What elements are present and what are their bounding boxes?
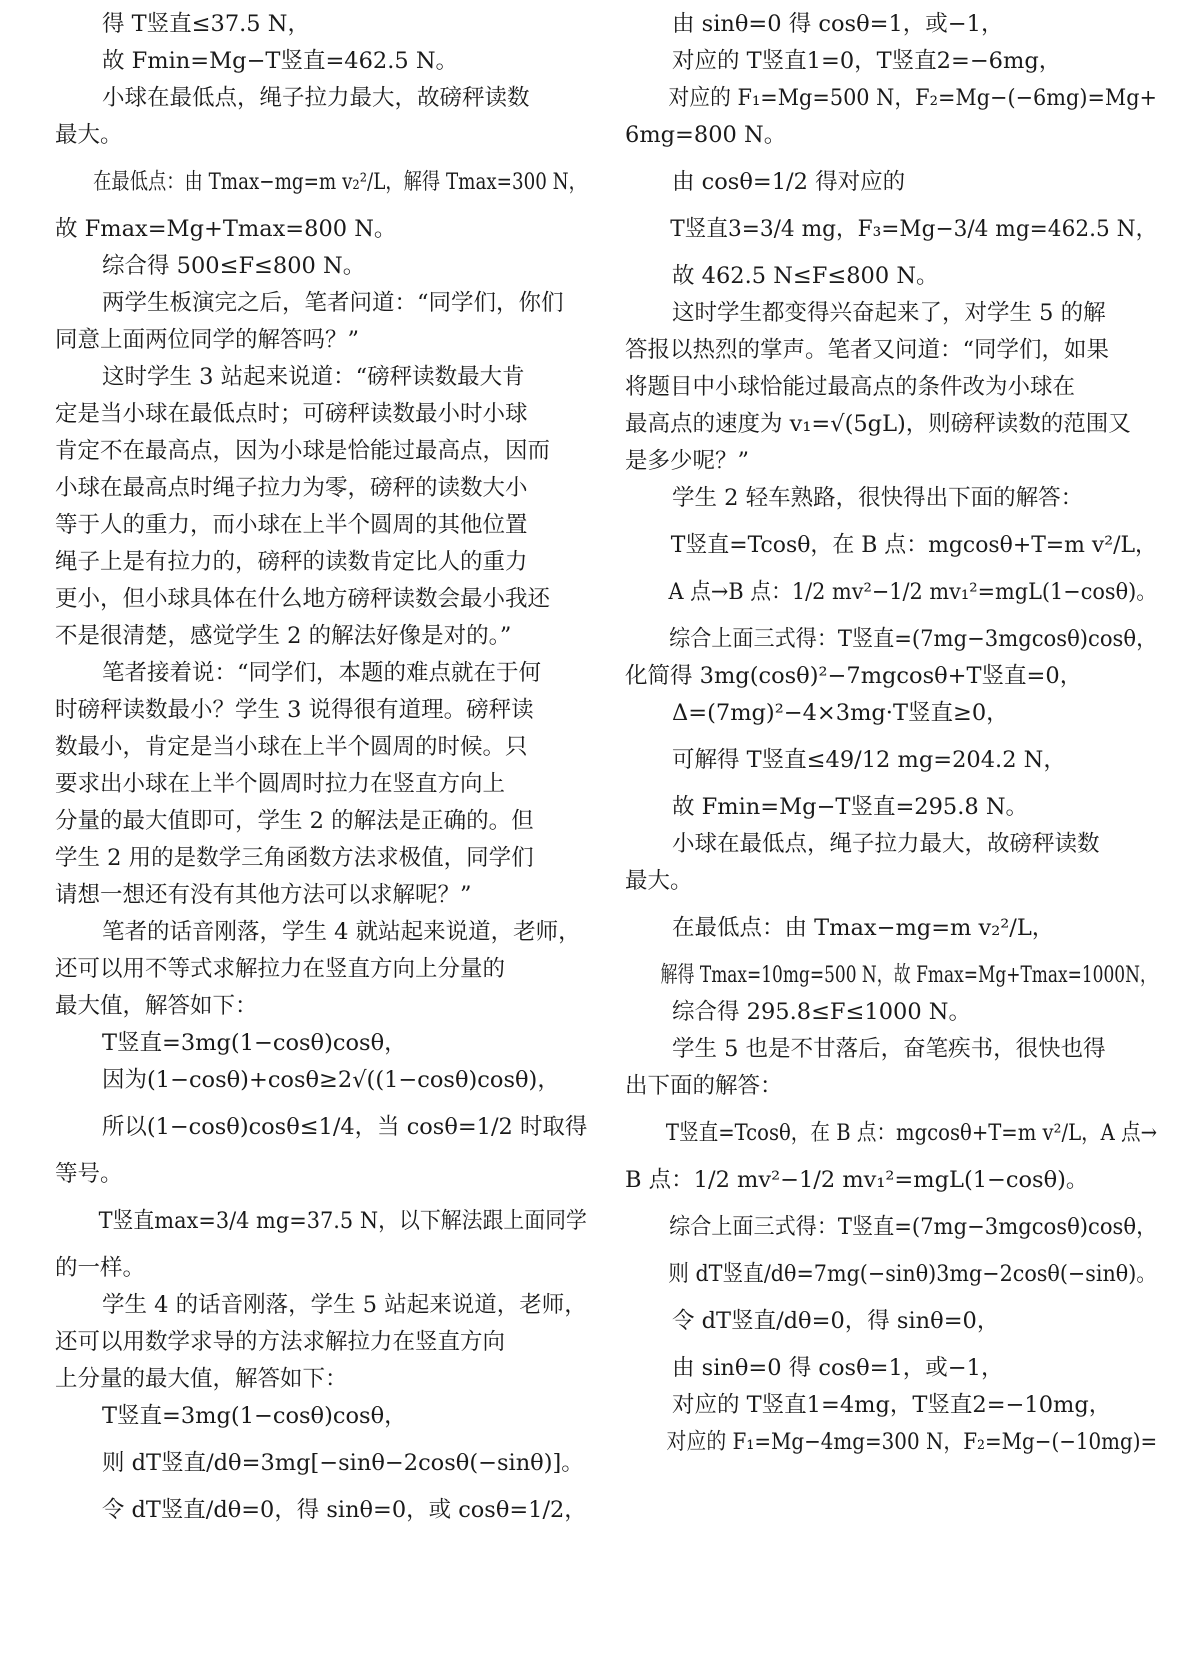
text-line: 分量的最大值即可，学生 2 的解法是正确的。但 [55, 808, 534, 834]
text-line: 出下面的解答： [625, 1073, 783, 1099]
text-line: 解得 Tmax=10mg=500 N，故 Fmax=Mg+Tmax=1000N， [660, 962, 1157, 988]
text-line: 小球在最高点时绳子拉力为零，磅秤的读数大小 [55, 475, 528, 501]
text-line: 要求出小球在上半个圆周时拉力在竖直方向上 [55, 771, 506, 797]
text-line: 笔者接着说：“同学们，本题的难点就在于何 [102, 660, 542, 686]
text-line: 定是当小球在最低点时；可磅秤读数最小时小球 [55, 401, 528, 427]
text-line: 由 sinθ=0 得 cosθ=1，或−1， [672, 11, 1004, 37]
text-line: 请想一想还有没有其他方法可以求解呢？” [55, 882, 472, 908]
text-line: 将题目中小球恰能过最高点的条件改为小球在 [625, 374, 1076, 400]
text-line: 最大。 [55, 122, 123, 148]
text-line: 学生 5 也是不甘落后，奋笔疾书，很快也得 [672, 1036, 1106, 1062]
text-line: T竖直=Tcosθ，在 B 点：mgcosθ+T=m v²/L， [670, 532, 1157, 558]
text-line: 则 dT竖直/dθ=3mg[−sinθ−2cosθ(−sinθ)]。 [102, 1450, 584, 1476]
text-line: 这时学生 3 站起来说道：“磅秤读数最大肯 [102, 364, 525, 390]
text-line: 最大。 [625, 868, 693, 894]
text-line: 学生 2 轻车熟路，很快得出下面的解答： [672, 485, 1084, 511]
text-line: 时磅秤读数最小？学生 3 说得很有道理。磅秤读 [55, 697, 534, 723]
text-line: 在最低点：由 Tmax−mg=m v₂²/L， [672, 915, 1055, 941]
text-line: 这时学生都变得兴奋起来了，对学生 5 的解 [672, 300, 1106, 326]
text-line: 还可以用不等式求解拉力在竖直方向上分量的 [55, 956, 506, 982]
text-line: 令 dT竖直/dθ=0，得 sinθ=0， [672, 1308, 1000, 1334]
text-line: 肯定不在最高点，因为小球是恰能过最高点，因而 [55, 438, 551, 464]
text-line: 令 dT竖直/dθ=0，得 sinθ=0，或 cosθ=1/2， [101, 1497, 587, 1523]
text-line: 还可以用数学求导的方法求解拉力在竖直方向 [55, 1329, 506, 1355]
text-line: 数最小，肯定是当小球在上半个圆周的时候。只 [55, 734, 528, 760]
text-line: 两学生板演完之后，笔者问道：“同学们，你们 [102, 290, 564, 316]
text-line: 由 cosθ=1/2 得对应的 [672, 169, 906, 195]
text-line: Δ=(7mg)²−4×3mg·T竖直≥0， [672, 700, 1009, 726]
text-line: B 点：1/2 mv²−1/2 mv₁²=mgL(1−cosθ)。 [625, 1167, 1089, 1193]
text-line: 最高点的速度为 v₁=√(5gL)，则磅秤读数的范围又 [625, 411, 1131, 437]
text-line: 因为(1−cosθ)+cosθ≥2√((1−cosθ)cosθ)， [102, 1067, 560, 1093]
text-line: 更小，但小球具体在什么地方磅秤读数会最小我还 [55, 586, 551, 612]
text-line: 故 Fmin=Mg−T竖直=462.5 N。 [102, 48, 459, 74]
text-line: 综合上面三式得：T竖直=(7mg−3mgcosθ)cosθ， [669, 626, 1158, 652]
text-line: 综合得 295.8≤F≤1000 N。 [672, 999, 971, 1025]
text-line: 学生 4 的话音刚落，学生 5 站起来说道，老师， [102, 1292, 587, 1318]
text-line: 故 Fmin=Mg−T竖直=295.8 N。 [672, 794, 1029, 820]
text-line: 绳子上是有拉力的，磅秤的读数肯定比人的重力 [55, 549, 528, 575]
left-column [55, 6, 587, 1539]
text-line: 学生 2 用的是数学三角函数方法求极值，同学们 [55, 845, 534, 871]
text-line: 故 Fmax=Mg+Tmax=800 N。 [55, 216, 397, 242]
text-line: 对应的 F₁=Mg−4mg=300 N，F₂=Mg−(−10mg)= [666, 1429, 1158, 1455]
right-column [625, 6, 1157, 1461]
text-line: 对应的 T竖直1=4mg，T竖直2=−10mg， [672, 1392, 1112, 1418]
text-line: 笔者的话音刚落，学生 4 就站起来说道，老师， [102, 919, 581, 945]
text-line: 在最低点：由 Tmax−mg=m v₂²/L，解得 Tmax=300 N， [93, 169, 587, 195]
text-line: 是多少呢？” [625, 448, 750, 474]
text-line: T竖直max=3/4 mg=37.5 N，以下解法跟上面同学 [98, 1208, 587, 1234]
text-line: 化简得 3mg(cosθ)²−7mgcosθ+T竖直=0， [625, 663, 1083, 689]
text-line: 所以(1−cosθ)cosθ≤1/4，当 cosθ=1/2 时取得 [101, 1114, 588, 1140]
text-line: 故 462.5 N≤F≤800 N。 [672, 263, 939, 289]
text-line: 得 T竖直≤37.5 N， [102, 11, 310, 37]
text-line: 6mg=800 N。 [625, 122, 787, 148]
text-line: T竖直3=3/4 mg，F₃=Mg−3/4 mg=462.5 N， [670, 216, 1158, 242]
text-line: 对应的 F₁=Mg=500 N，F₂=Mg−(−6mg)=Mg+ [668, 85, 1157, 111]
text-line: 等号。 [55, 1161, 123, 1187]
text-line: 小球在最低点，绳子拉力最大，故磅秤读数 [672, 831, 1100, 857]
text-line: T竖直=Tcosθ，在 B 点：mgcosθ+T=m v²/L，A 点→ [665, 1120, 1158, 1146]
text-line: 对应的 T竖直1=0，T竖直2=−6mg， [672, 48, 1062, 74]
text-line: T竖直=3mg(1−cosθ)cosθ， [102, 1403, 407, 1429]
text-line: T竖直=3mg(1−cosθ)cosθ， [102, 1030, 407, 1056]
text-line: 最大值，解答如下： [55, 993, 258, 1019]
text-line: 答报以热烈的掌声。笔者又问道：“同学们，如果 [625, 337, 1110, 363]
text-line: 的一样。 [55, 1255, 146, 1281]
text-line: 由 sinθ=0 得 cosθ=1，或−1， [672, 1355, 1004, 1381]
text-line: 同意上面两位同学的解答吗？” [55, 327, 360, 353]
text-line: 可解得 T竖直≤49/12 mg=204.2 N， [672, 747, 1066, 773]
text-line: 则 dT竖直/dθ=7mg(−sinθ)3mg−2cosθ(−sinθ)。 [668, 1261, 1157, 1287]
text-line: 等于人的重力，而小球在上半个圆周的其他位置 [55, 512, 528, 538]
text-line: A 点→B 点：1/2 mv²−1/2 mv₁²=mgL(1−cosθ)。 [668, 579, 1158, 605]
text-line: 小球在最低点，绳子拉力最大，故磅秤读数 [102, 85, 530, 111]
text-line: 不是很清楚，感觉学生 2 的解法好像是对的。” [55, 623, 512, 649]
text-line: 综合得 500≤F≤800 N。 [102, 253, 366, 279]
text-line: 上分量的最大值，解答如下： [55, 1366, 348, 1392]
text-line: 综合上面三式得：T竖直=(7mg−3mgcosθ)cosθ， [669, 1214, 1158, 1240]
